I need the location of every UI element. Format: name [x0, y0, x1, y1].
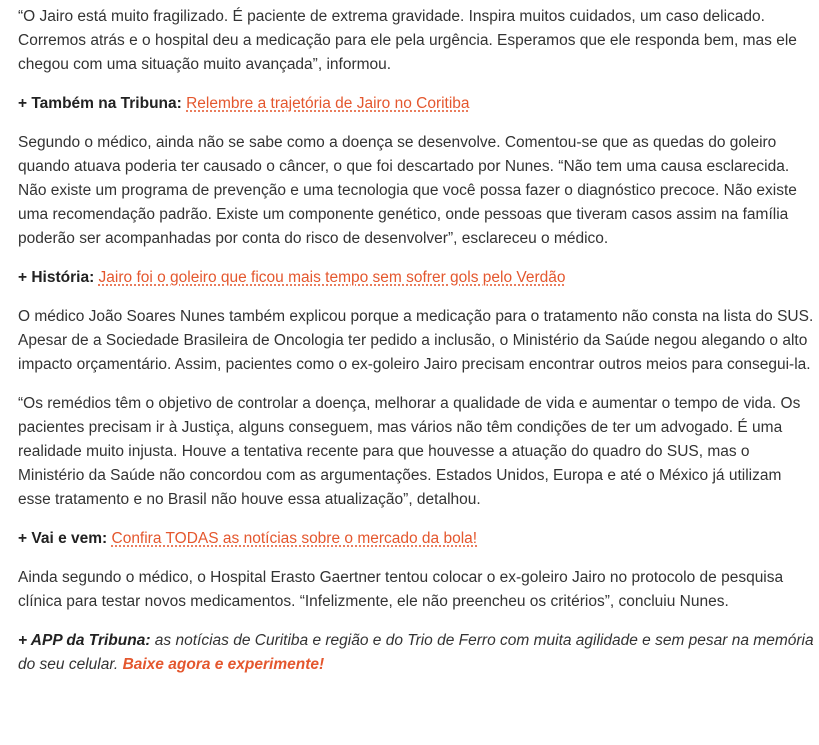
related-link-vai-e-vem: [18, 527, 818, 551]
related-link-tribuna: [18, 92, 818, 116]
link-trajetoria-jairo[interactable]: Relembre a trajetória de Jairo no Coritiba: [186, 95, 470, 112]
paragraph-doenca: Segundo o médico, ainda não se sabe como a doença se desenvolve. Comentou-se que as quedas do goleiro quando atuava poderia ter causado o câncer, o que foi descartado por Nunes. “Não tem uma causa esclarecida. Não existe um programa de prevenção e uma tecnologia que você possa fazer o diagnóstico precoce. Não existe uma recomendação padrão. Existe um componente genético, onde pessoas que tiveram casos assim na família poderão ser acompanhadas por conta do risco de desenvolver”, esclareceu o médico.: [18, 134, 797, 247]
paragraph-quote-jairo: “O Jairo está muito fragilizado. É paciente de extrema gravidade. Inspira muitos cuidados, um caso delicado. Corremos atrás e o hospital deu a medicação para ele pela urgência. Esperamos que ele responda bem, mas ele chegou com uma situação muito avançada”, informou.: [18, 8, 797, 73]
related-prefix: + Vai e vem:: [18, 530, 108, 547]
link-goleiro-verdao[interactable]: Jairo foi o goleiro que ficou mais tempo sem sofrer gols pelo Verdão: [98, 269, 566, 286]
related-link-historia: [18, 266, 818, 290]
app-prefix: + APP da Tribuna:: [18, 632, 151, 649]
app-text: as notícias de Curitiba e região e do Trio de Ferro com muita agilidade e sem pesar na memória do seu celular.: [18, 632, 814, 673]
app-promo: [18, 629, 818, 677]
related-prefix: + Também na Tribuna:: [18, 95, 182, 112]
paragraph-sus: O médico João Soares Nunes também explicou porque a medicação para o tratamento não consta na lista do SUS. Apesar de a Sociedade Brasileira de Oncologia ter pedido a inclusão, o Ministério da Saúde negou alegando o alto impacto orçamentário. Assim, pacientes como o ex-goleiro Jairo precisam encontrar outros meios para consegui-la.: [18, 308, 814, 373]
related-prefix: + História:: [18, 269, 95, 286]
link-baixe-app[interactable]: Baixe agora e experimente!: [122, 656, 325, 673]
paragraph-quote-remedios: “Os remédios têm o objetivo de controlar a doença, melhorar a qualidade de vida e aumentar o tempo de vida. Os pacientes precisam ir à Justiça, alguns conseguem, mas vários não têm condições de ter um advogado. É uma realidade muito injusta. Houve a tentativa recente para que houvesse a atuação do quadro do SUS, mas o Ministério da Saúde não concordou com as argumentações. Estados Unidos, Europa e até o México já utilizam esse tratamento e no Brasil não houve essa atualização”, detalhou.: [18, 395, 801, 508]
link-mercado-da-bola[interactable]: Confira TODAS as notícias sobre o mercado da bola!: [111, 530, 478, 547]
paragraph-hospital: Ainda segundo o médico, o Hospital Erasto Gaertner tentou colocar o ex-goleiro Jairo no protocolo de pesquisa clínica para testar novos medicamentos. “Infelizmente, ele não preencheu os critérios”, concluiu Nunes.: [18, 569, 784, 610]
